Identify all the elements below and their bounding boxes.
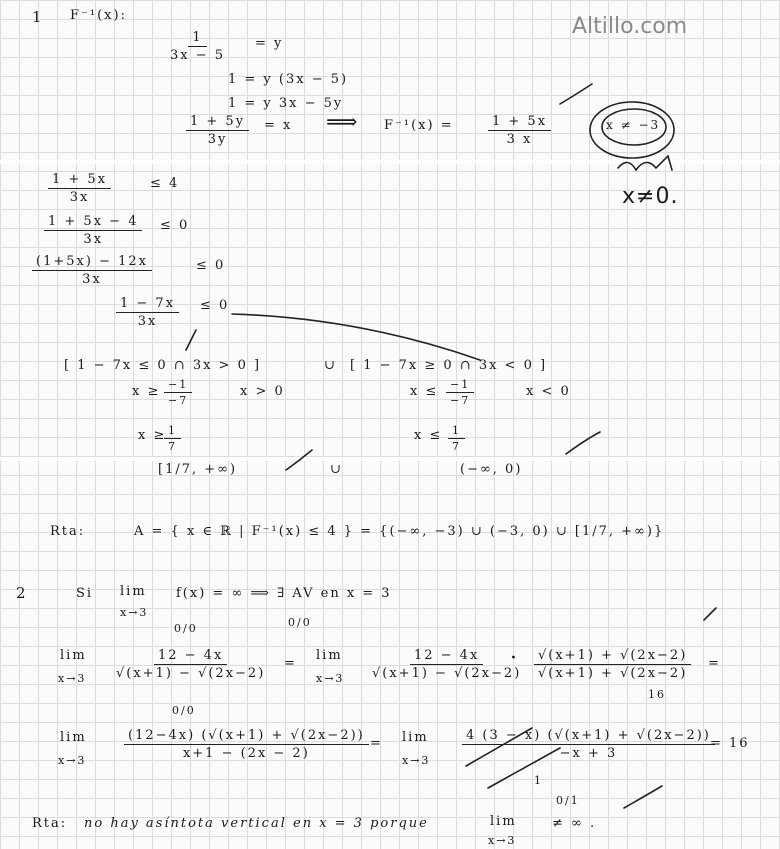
interval-right: (−∞, 0) (460, 462, 523, 477)
inequality-4-numerator: 1 − 7x (116, 296, 179, 313)
limit-label-3: lim (60, 730, 87, 745)
limit-expression-2-denominator: √(x+1) − √(2x−2) (372, 666, 522, 681)
limit-expression-4-numerator: (12−4x) (√(x+1) + √(2x−2)) (124, 728, 369, 745)
inequality-1-numerator: 1 + 5x (48, 172, 111, 189)
limit-expression-5-simplified: 1 (534, 774, 543, 787)
limit-sub-4: x→3 (402, 754, 431, 767)
inequality-2-denominator: 3x (83, 232, 104, 247)
case-right-c-numerator: 1 (448, 424, 465, 439)
check-mark-1 (560, 84, 592, 104)
fraction-2-numerator: 1 + 5y (186, 114, 249, 131)
problem-number-1: 1 (32, 8, 44, 26)
crossed-margin-note: x ≠ −3 (606, 118, 661, 132)
inverse-header: F⁻¹(x): (70, 8, 127, 23)
annotation-curve (232, 314, 480, 360)
case-right-c-denominator: 7 (452, 440, 461, 453)
limit-label-0: lim (120, 584, 147, 599)
inequality-4-rhs: ≤ 0 (200, 298, 230, 313)
limit-label-2: lim (316, 648, 343, 663)
answer-2-text: no hay asíntota vertical en x = 3 porque (84, 816, 429, 831)
case-right-a-denominator: −7 (450, 394, 471, 407)
case-right-a-label: x ≤ (410, 384, 439, 399)
limit-label-5: lim (490, 814, 517, 829)
limit-expression-4-denominator: x+1 − (2x − 2) (182, 746, 310, 761)
slash-mark-1 (186, 330, 196, 350)
note-zero-over-zero-2: 0/0 (288, 616, 312, 629)
case-left-a-numerator: −1 (164, 378, 192, 393)
check-mark-4 (704, 608, 716, 620)
step-line-2: 1 = y (3x − 5) (228, 72, 349, 87)
note-16: 16 (648, 688, 666, 701)
limit-expression-1-numerator: 12 − 4x (154, 648, 227, 665)
conjugate-numerator: √(x+1) + √(2x−2) (534, 648, 691, 665)
inverse-function-label: F⁻¹(x) = (384, 118, 454, 133)
fraction-3-denominator: 3 x (506, 132, 533, 147)
note-zero-over-zero-1: 0/0 (174, 622, 198, 635)
fraction-2-denominator: 3y (207, 132, 228, 147)
case-left-c-denominator: 7 (168, 440, 177, 453)
strike-through (466, 728, 532, 766)
equals-3: = (370, 736, 383, 751)
limit-sub-0: x→3 (120, 606, 149, 619)
interval-left: [1/7, +∞) (158, 462, 238, 477)
check-mark-5 (624, 786, 662, 808)
limit-label-4: lim (402, 730, 429, 745)
step-line-3: 1 = y 3x − 5y (228, 96, 344, 111)
equals-1: = (284, 656, 297, 671)
note-zero-over-zero-3: 0/0 (172, 704, 196, 717)
case-union: ∪ (324, 358, 337, 373)
fraction-1-rhs: = y (255, 36, 284, 51)
case-left: [ 1 − 7x ≤ 0 ∩ 3x > 0 ] (64, 358, 262, 373)
problem-number-2: 2 (16, 584, 28, 602)
fraction-1-denominator: 3x − 5 (170, 48, 226, 63)
case-left-a-denominator: −7 (168, 394, 189, 407)
case-right-a-numerator: −1 (446, 378, 474, 393)
vertical-asymptote-statement: f(x) = ∞ ⟹ ∃ AV en x = 3 (176, 586, 392, 601)
note-zero-over-one: 0/1 (556, 794, 580, 807)
interval-union: ∪ (330, 462, 343, 477)
limit-expression-5-denominator: −x + 3 (559, 746, 618, 761)
circle-mark-inner (602, 109, 666, 145)
inequality-4-denominator: 3x (137, 314, 158, 329)
conjugate-denominator: √(x+1) + √(2x−2) (538, 666, 688, 681)
domain-note: x≠0. (622, 184, 679, 209)
case-left-c-label: x ≥ (138, 428, 167, 443)
limit-sub-5: x→3 (488, 834, 517, 847)
fraction-3-numerator: 1 + 5x (488, 114, 551, 131)
inequality-3-numerator: (1+5x) − 12x (32, 254, 152, 271)
answer-2-tail: ≠ ∞ . (552, 816, 597, 831)
case-right: [ 1 − 7x ≥ 0 ∩ 3x < 0 ] (350, 358, 548, 373)
limit-sub-1: x→3 (58, 672, 87, 685)
implies-arrow: ⟹ (326, 110, 359, 135)
case-left-a-label: x ≥ (132, 384, 161, 399)
limit-sub-2: x→3 (316, 672, 345, 685)
case-left-c-numerator: 1 (164, 424, 181, 439)
si-word: Si (76, 586, 94, 601)
answer-1-set: A = { x ∈ ℝ | F⁻¹(x) ≤ 4 } = {(−∞, −3) ∪ (−3, 0) ∪ [1/7, +∞)} (134, 524, 665, 539)
answer-2-label: Rta: (32, 816, 68, 831)
limit-label-1: lim (60, 648, 87, 663)
limit-sub-3: x→3 (58, 754, 87, 767)
case-right-c-label: x ≤ (414, 428, 443, 443)
strike-through-2 (488, 748, 560, 788)
answer-1-label: Rta: (50, 524, 86, 539)
limit-expression-1-denominator: √(x+1) − √(2x−2) (116, 666, 266, 681)
inequality-3-rhs: ≤ 0 (196, 258, 226, 273)
inequality-2-numerator: 1 + 5x − 4 (44, 214, 142, 231)
fraction-1-numerator: 1 (188, 30, 206, 47)
check-mark-2 (286, 450, 312, 470)
case-left-b: x > 0 (240, 384, 285, 399)
inequality-3-denominator: 3x (82, 272, 102, 287)
limit-expression-2-numerator: 12 − 4x (410, 648, 483, 665)
inequality-1-denominator: 3x (69, 190, 90, 205)
inequality-2-rhs: ≤ 0 (160, 218, 190, 233)
equals-2: = (708, 656, 721, 671)
inequality-1-rhs: ≤ 4 (150, 176, 180, 191)
watermark-logo: Altillo.com (572, 14, 688, 39)
fraction-2-rhs: = x (264, 118, 293, 133)
limit-result: = 16 (710, 736, 750, 751)
check-mark-3 (566, 432, 600, 454)
limit-expression-5-numerator: 4 (3 − x) (√(x+1) + √(2x−2)) (462, 728, 715, 745)
case-right-b: x < 0 (526, 384, 571, 399)
multiply-dot: · (510, 646, 518, 671)
